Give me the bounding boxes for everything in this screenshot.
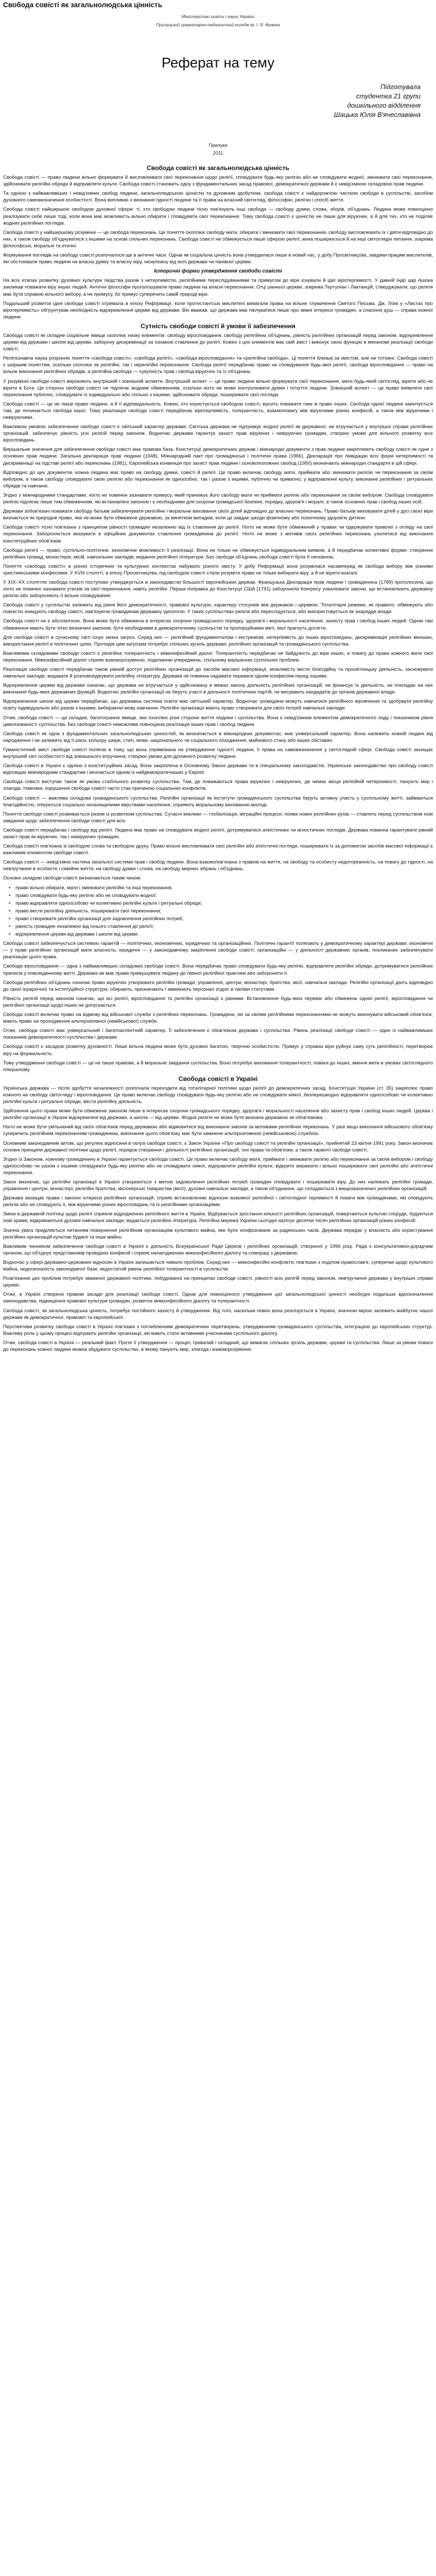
paragraph: Свобода совісті в Україні є однією з конституційних засад. Вона закріплена в Основному Законі держави та в спеціальному законодавстві. Українське законодавство про свободу совісті відповідає міжнародним стандартам і визнається одним із найдемократичніших у Європі. bbox=[3, 763, 433, 776]
author-line: Шацька Юлія В'ячеславівна bbox=[334, 111, 421, 118]
paragraph: Свобода совісті — право людини вільно формувати й висловлювати свої переконання щодо релігії, сповідувати будь-яку релігію або не сповідувати жодної, змінювати свої переконання, здійснювати релігійні обряди й відправляти культи. Свобода совісті становить одну з фундаментальних засад правової, демократичної держави й є невід'ємною складовою прав людини. bbox=[3, 175, 433, 188]
bullet-item: • право створювати релігійні організації для задоволення релігійних потреб; bbox=[15, 916, 433, 922]
paragraph: Свобода совісті, як загальнолюдська цінність, потребує постійного захисту й утвердження. Від того, наскільки повно вона реалізується в Україні, значною мірою залежить майбутнє нашої держави як демократичної, правової та європейської. bbox=[3, 1308, 433, 1320]
paragraph: Рівність релігій перед законом означає, що всі релігії, віросповідання та релігійні організації є рівними. Встановлення будь-яких переваг або обмежень однієї релігії, віросповідання чи релігійної організації щодо інших не допускається. bbox=[3, 995, 433, 1008]
paragraph: Подальший розвиток ідея свободи совісті отримала в епоху Реформації, коли протестантські мислителі вимагали права на вільне тлумачення Святого Письма. Дж. Локк у «Листах про віротерпимість» обґрунтував необхідність відокремлення церкви від держави. Він вважав, що держава має піклуватися лише про земні інтереси громадян, а спасіння душ — справа кожної людини. bbox=[3, 300, 433, 320]
essay-title: Реферат на тему bbox=[161, 55, 275, 71]
paragraph: Перспективи розвитку свободи совісті в Україні пов'язані з поглибленням демократичних перетворень, утвердженням громадянського суспільства, інтеграцією до європейських структур. Важливу роль у цьому процесі відіграють релігійні організації, які мають стати активними учасниками суспільного діалогу. bbox=[3, 1324, 433, 1336]
paragraph: Важливим чинником забезпечення свободи совісті в Україні є діяльність Всеукраїнської Ради Церков і релігійних організацій, створеної у 1996 році. Рада є консультативно-дорадчим органом, що об'єднує представників провідних конфесій і сприяє налагодженню міжконфесійного діалогу та співпраці з державою. bbox=[3, 1243, 433, 1256]
paragraph: Свобода совісті не є абсолютною. Вона може бути обмежена в інтересах охорони громадського порядку, здоров'я і моральності населення, захисту прав і свобод інших людей. Однак такі обмеження мають бути чітко визначені законом, бути необхідними в демократичному суспільстві та пропорційними меті, якої прагнуть досягти. bbox=[3, 618, 433, 631]
author-line: студентка 21 групи bbox=[356, 92, 421, 100]
paragraph: Свобода совісті у суспільстві залежить від рівня його демократичності, правової культури, характеру стосунків між державою і церквою. Тоталітарні режими, як правило, обмежують або повністю знищують свободу совісті, нав'язуючи громадянам державну ідеологію. У таких суспільствах релігія або переслідується, або використовується як знаряддя влади. bbox=[3, 602, 433, 615]
bullet-item: • право сповідувати будь-яку релігію або не сповідувати жодної; bbox=[15, 892, 433, 899]
bullet-list bbox=[3, 885, 433, 938]
bullet-item: • право вести релігійну діяльність, поширювати свої переконання; bbox=[15, 908, 433, 914]
paragraph: Згідно з міжнародними стандартами, ніхто не повинен зазнавати примусу, який принижує його свободу мати чи приймати релігію або переконання за своїм вибором. Свобода сповідувати релігію підлягає лише тим обмеженням, які встановлені законом і є необхідними для охорони громадської безпеки, порядку, здоров'я і моралі, а також основних прав і свобод інших осіб. bbox=[3, 492, 433, 505]
section-heading: Сутність свободи совісті й умови її забезпечення bbox=[141, 322, 295, 330]
paragraph: Свобода совісті — це не лише право людини, а й її відповідальність. Кожен, хто користується свободою совісті, мусить поважати таке ж право інших. Свобода однієї людини закінчується там, де починається свобода іншої. Тому реалізація свободи совісті передбачає віротерпимість, толерантність, взаємоповагу між віруючими різних конфесій, а також між віруючими і невіруючими. bbox=[3, 401, 433, 420]
paragraph: Тому утвердження свободи совісті — це не лише правове, а й моральне завдання суспільства. Воно потребує виховання толерантності, поваги до інших, вміння жити в умовах світоглядного плюралізму. bbox=[3, 1060, 433, 1073]
paragraph: У XIX–XX століттях свобода совісті поступово утверджується в законодавстві більшості європейських держав. Французька Декларація прав людини і громадянина (1789) проголосила, що ніхто не повинен зазнавати утисків за свої переконання, навіть релігійні. Перша поправка до Конституції США (1791) заборонила Конгресу ухвалювати закони, що встановлюють державну релігію або забороняють її вільне сповідування. bbox=[3, 579, 433, 599]
paragraph: На всіх етапах розвитку духовної культури людства разом з нетерпимістю, релігійними переслідуваннями та примусом до віри існували й ідеї віротерпимості. У давній Індії цар Ашока закликав поважати віру інших людей. Античні філософи проголошували право людини на власні переконання. Отці ранньої церкви, зокрема Тертуліан і Лактанцій, стверджували, що релігія має бути справою вільного вибору, а не примусу, бо примус суперечить самій природі віри. bbox=[3, 278, 433, 297]
paragraph: Свобода совісті — невід'ємна частина загальної системи прав і свобод людини. Вона взаємопов'язана з правом на життя, на свободу та особисту недоторканність, на повагу до гідності, на невтручання в особисте і сімейне життя, на свободу думки і слова, на свободу мирних зібрань і об'єднань. bbox=[3, 859, 433, 872]
paragraph: Свобода релігійних об'єднань означає право віруючих утворювати релігійні громади, управління, центри, монастирі, братства, місії, навчальні заклади. Релігійні організації діють відповідно до своєї ієрархічної та інституційної структури, обирають, призначають і замінюють персонал згідно зі своїми статутами. bbox=[3, 979, 433, 992]
paragraph: Отже, в Україні створено правові засади для реалізації свободи совісті. Однак для повноцінного утвердження цієї загальнолюдської цінності необхідні подальше вдосконалення законодавства, підвищення правової культури громадян, розвиток міжконфесійного діалогу та толерантності. bbox=[3, 1292, 433, 1304]
paragraph: Формування поглядів на свободу совісті розпочалося ще в античні часи. Однак як соціальна цінність вона утвердилася лише в новий час, у добу Просвітництва, завдяки працям мислителів, які обстоювали право людини на власну думку та власну віру, незалежну від волі держави чи панівної церкви. bbox=[3, 252, 433, 265]
paragraph: Українська держава — після здобуття незалежності розпочала переходити від тоталітарної політики щодо релігії до демократичних засад. Конституція України (ст. 35) закріплює право кожного на свободу світогляду і віросповідання. Це право включає свободу сповідувати будь-яку релігію або не сповідувати ніякої, безперешкодно відправляти одноособово чи колективно релігійні культи і ритуальні обряди, вести релігійну діяльність. bbox=[3, 1085, 433, 1105]
author-line: Підготувала bbox=[380, 83, 421, 91]
paragraph: Свобода совісті включає право на відмову від військової служби з релігійних переконань. Громадяни, які за своїми релігійними переконаннями не можуть виконувати військовий обов'язок, мають право на проходження альтернативної (невійськової) служби. bbox=[3, 1012, 433, 1025]
paragraph: Свобода совісті пов'язана зі свободою слова та свободою друку. Право вільно висловлювати свої релігійні або атеїстичні погляди, поширювати їх за допомогою засобів масової інформації є важливим елементом свободи совісті. bbox=[3, 843, 433, 856]
paragraph: Значна увага приділяється питанням повернення релігійним організаціям культового майна, яке було конфісковане за радянських часів. Держава передає у власність або користування релігійних організацій культові будівлі та інше майно. bbox=[3, 1227, 433, 1240]
paragraph: Реалізація свободи совісті передбачає також рівний доступ релігійних організацій до засобів масової інформації, можливість вести благодійну та просвітницьку діяльність, засновувати навчальні заклади, видавати й розповсюджувати релігійну літературу. Держава не повинна надавати переваги одним конфесіям перед іншими. bbox=[3, 667, 433, 680]
subsection-heading: Історичні форми утвердження свободи совісті bbox=[154, 268, 282, 275]
paragraph: Вирішальне значення для забезпечення свободи совісті має правова база. Конституції демократичних держав і міжнародні документи з прав людини закріплюють свободу совісті як одне з основних прав людини. Загальна декларація прав людини (1948), Міжнародний пакт про громадянські і політичні права (1966), Декларація про ліквідацію всіх форм нетерпимості та дискримінації на підставі релігії або переконань (1981), Європейська конвенція про захист прав людини і основоположних свобод (1950) визначають міжнародні стандарти в цій сфері. bbox=[3, 447, 433, 466]
paragraph: Свобода совісті як одна з фундаментальних загальнолюдських цінностей, як визначається в міжнародних документах, має універсальний характер. Вона належить кожній людині від народження і не залежить від її раси, кольору шкіри, статі, мови, національного чи соціального походження, майнового стану або інших обставин. bbox=[3, 731, 433, 743]
section-heading: Свобода совісті в Україні bbox=[178, 1075, 258, 1082]
bullet-item: • право вільно обирати, мати і змінювати релігійні та інші переконання; bbox=[15, 885, 433, 891]
paragraph: Здійснення цього права може бути обмежене законом лише в інтересах охорони громадського порядку, здоров'я і моральності населення або захисту прав і свобод інших людей. Церква і релігійні організації в Україні відокремлені від держави, а школа — від церкви. Жодна релігія не може бути визнана державою як обов'язкова. bbox=[3, 1108, 433, 1121]
paragraph: Отже, свобода совісті в Україні — реальний факт. Проте її утвердження — процес тривалий і складний, що вимагає спільних зусиль держави, церкви та суспільства. Лише за умови поваги до переконань кожної людини можна збудувати суспільство, в якому панують мир, злагода і взаєморозуміння. bbox=[3, 1340, 433, 1352]
paragraph: Свобода совісті виступає також як умова стабільного розвитку суспільства. Там, де поважаються права віруючих і невіруючих, де немає місця релігійній нетерпимості, панують мир і злагода. Навпаки, порушення свободи совісті часто стає причиною соціальних конфліктів. bbox=[3, 779, 433, 792]
author-block bbox=[334, 82, 421, 120]
bullet-item: • рівність громадян незалежно від їхнього ставлення до релігії; bbox=[15, 923, 433, 930]
document-title: Свобода совісті як загальнолюдська цінність bbox=[3, 1, 163, 9]
paragraph: Важливою умовою забезпечення свободи совісті є світський характер держави. Світська держава не підтримує жодної релігії як державної, не втручається у внутрішні справи релігійних організацій, забезпечує рівність усіх релігій перед законом. Водночас держава гарантує захист прав віруючих і невіруючих громадян, створює умови для вільного розвитку всіх віросповідань. bbox=[3, 424, 433, 444]
college-header: Прилуцький гуманітарно-педагогічний коледж ім. І. Я. Франка bbox=[156, 23, 280, 27]
paragraph: Свобода совісті у найширшому розумінні — це свобода переконань. Це поняття охоплює свободу мати, обирати і змінювати свої переконання, свободу висловлювати їх і діяти відповідно до них, а також свободу об'єднуватися з іншими на основі спільних переконань. Свобода совісті не обмежується лише сферою релігії, вона поширюється й на інші світоглядні питання, зокрема філософські, моральні та етичні. bbox=[3, 229, 433, 249]
paragraph: Відокремлення школи від церкви передбачає, що державна система освіти має світський характер. Водночас громадяни можуть навчатися релігійного віровчення та здобувати релігійну освіту індивідуально або разом з іншими, вибираючи мову навчання. Релігійні організації мають право створювати для своїх потреб навчальні заклади. bbox=[3, 699, 433, 711]
paragraph: Для свободи совісті в сучасному світі існує низка загроз. Серед них — релігійний фундаменталізм і екстремізм, нетерпимість до інших віросповідань, дискримінація релігійних меншин, використання релігії в політичних цілях. Протидія цим загрозам потребує спільних зусиль держави, релігійних організацій та громадянського суспільства. bbox=[3, 634, 433, 647]
paragraph: Відповідно до цих документів, кожна людина має право на свободу думки, совісті й релігії. Це право включає свободу мати, приймати або змінювати релігію чи переконання за своїм вибором, а також свободу сповідувати свою релігію або переконання як одноосібно, так і разом з іншими, публічно чи приватно, у відправленні культу, виконанні релігійних і ритуальних обрядів та навчанні. bbox=[3, 469, 433, 489]
paragraph: Релігієзнавча наука розрізняє поняття «свобода совісті», «свобода релігії», «свобода віросповідання» та «релігійна свобода». Ці поняття близькі за змістом, але не тотожні. Свобода совісті є ширшим поняттям, оскільки охоплює як релігійні, так і нерелігійні переконання. Свобода релігії передбачає право на сповідування будь-якої релігії, свобода віросповідання — право на вільне виконання релігійних обрядів, а релігійна свобода — сукупність прав і свобод віруючих та їх об'єднань. bbox=[3, 355, 433, 375]
paragraph: Свобода совісті є засадою розвитку духовності. Лише вільна людина може бути духовно багатою, творчою особистістю. Примус у справах віри руйнує саму суть релігійності, перетворює віру на формальність. bbox=[3, 1044, 433, 1057]
author-line: дошкільного відділення bbox=[347, 101, 421, 109]
paragraph: Відокремлення церкви від держави означає, що держава не втручається у здійснювану в межах закону діяльність релігійних організацій, не фінансує їх діяльність, не покладає на них виконання будь-яких державних функцій. Водночас релігійні організації не беруть участі в діяльності політичних партій, не висувають кандидатів до органів державної влади. bbox=[3, 683, 433, 696]
paragraph: Свобода совісті найширшою свободою духовної сфери: ті, хто свободою людини тісно пов'язують інші свободи — свободу думки, слова, зборів, об'єднань. Людина може повноцінно реалізувати себе лише тоді, коли вона має можливість вільно обирати і сповідувати свої переконання. Тому свобода совісті є цінністю не лише для віруючих, а й для тих, хто не поділяє жодних релігійних поглядів. bbox=[3, 207, 433, 226]
bullet-item: • відокремлення церкви від держави і школи від церкви. bbox=[15, 931, 433, 938]
paragraph: Свобода релігії — право, суспільно-політичне, економічне можливості її реалізації. Вона не тільки не обмежується індивідуальним виявом, а й передбачає колективні форми: створення релігійних громад, монастирів, місій, навчальних закладів, видання релігійної літератури. Без свободи об'єднань свобода совісті була б неповною. bbox=[3, 547, 433, 560]
paragraph: Отже, свобода совісті має універсальний і багатоаспектний характер. Її забезпечення є обов'язком держави і суспільства. Рівень реалізації свободи совісті — один із найважливіших показників демократичності суспільства і держави. bbox=[3, 1028, 433, 1041]
bullet-item: • право відправляти одноособово чи колективно релігійні культи і ритуальні обряди; bbox=[15, 900, 433, 907]
paragraph: Розв'язання цих проблем потребує зваженої державної політики, побудованої на принципах свободи совісті, рівності всіх релігій перед законом, невтручання держави у внутрішні справи церкви. bbox=[3, 1276, 433, 1289]
paragraph: Ніхто не може бути увільнений від своїх обов'язків перед державою або відмовитися від виконання законів за мотивами релігійних переконань. У разі якщо виконання військового обов'язку суперечить релігійним переконанням громадянина, виконання цього обов'язку має бути замінене альтернативною (невійськовою) службою. bbox=[3, 1124, 433, 1137]
paragraph: Держави зобов'язані поважати свободу батьків забезпечувати релігійне і моральне виховання своїх дітей відповідно до власних переконань. Право батьків виховувати дітей у дусі своєї віри визнається як природне право, яке не може бути обмежене державою, за винятком випадків, коли це завдає шкоди фізичному або психічному здоров'ю дитини. bbox=[3, 509, 433, 521]
paragraph: Водночас у сфері державно-церковних відносин в Україні залишається чимало проблем. Серед них — міжконфесійні конфлікти, пов'язані з поділом православ'я, суперечки щодо культового майна, недосконалість законодавчої бази, недостатній рівень релігійної толерантності в суспільстві. bbox=[3, 1259, 433, 1273]
paragraph: Отже, свобода совісті — це складне, багатогранне явище, яке охоплює різні сторони життя людини і суспільства. Вона є невід'ємним елементом демократичного ладу і показником рівня цивілізованості суспільства. Без свободи совісті неможлива повноцінна реалізація інших прав і свобод людини. bbox=[3, 715, 433, 727]
paragraph: Гуманістичний зміст свободи совісті полягає в тому, що вона спрямована на утвердження гідності людини, її права на самовизначення у світоглядній сфері. Свобода совісті захищає внутрішній світ особистості від зовнішнього втручання, створює умови для духовного розвитку людини. bbox=[3, 747, 433, 760]
paragraph: Держава захищає права і законні інтереси релігійних організацій, сприяє встановленню відносин взаємної релігійної і світоглядної терпимості й поваги між громадянами, які сповідують релігію або не сповідують її, між віруючими різних віросповідань та їх релігійними організаціями. bbox=[3, 1195, 433, 1208]
paragraph: Поняття «свобода совісті» в різних історичних та культурних контекстах набувало різного змісту. У добу Реформації вона розумілася насамперед як свобода вибору між різними християнськими конфесіями. У XVIII столітті, в епоху Просвітництва, під свободою совісті стали розуміти право не тільки вибирати віру, а й не вірити взагалі. bbox=[3, 563, 433, 576]
paragraph: Основним законодавчим актом, що регулює відносини в галузі свободи совісті, є Закон України «Про свободу совісті та релігійні організації», прийнятий 23 квітня 1991 року. Закон визначає основні принципи державної політики щодо релігії, порядок створення і діяльності релігійних організацій, їхні права та обов'язки, а також гарантії свободи совісті. bbox=[3, 1140, 433, 1153]
paragraph: Свобода совісті як складне соціальне явище охоплює низку елементів: свободу віросповідання, свободу релігійних об'єднань, рівність релігійних організацій перед законом, відокремлення церкви від держави і школи від церкви, заборону дискримінації за ознакою ставлення до релігії. Кожен з цих елементів має свій зміст і виконує свою функцію в механізмі реалізації свободи совісті. bbox=[3, 332, 433, 352]
year-label: 2011 bbox=[213, 150, 223, 156]
document-body bbox=[3, 162, 433, 1355]
paragraph: Свобода совісті забезпечується системою гарантій — політичних, економічних, юридичних та організаційних. Політичні гарантії полягають у демократичному характері держави; економічні — у праві релігійних організацій мати власність; юридичні — у законодавчому закріпленні свободи совісті; організаційні — у діяльності державних органів, покликаних забезпечувати реалізацію цього права. bbox=[3, 941, 433, 960]
paragraph: Свобода віросповідання — одна з найважливіших складових свободи совісті. Вона передбачає право сповідувати будь-яку релігію, відправляти релігійні обряди, дотримуватися релігійних приписів у повсякденному житті. Держава не має права примушувати людину до певної релігійної практики або забороняти її. bbox=[3, 963, 433, 976]
paragraph: Важливими складовими свободи совісті є релігійна толерантність і міжконфесійний діалог. Толерантність передбачає не байдужість до віри інших, а повагу до права кожного мати свої переконання. Міжконфесійний діалог сприяє взаєморозумінню, подоланню упереджень, спільному вирішенню суспільних проблем. bbox=[3, 650, 433, 663]
paragraph: Та однією з найважливіших і невід'ємних свобод людини, загальнолюдською цінністю та духовним здобутком, свобода совісті є найдорожчою часткою свободи в суспільстві, засобом духовного самовизначення особистості. Вона випливає з визнання гідності людини та її права на власний світогляд, філософію, релігію і спосіб життя. bbox=[3, 191, 433, 204]
paragraph: Свобода совісті тісно пов'язана з принципом рівності громадян незалежно від їх ставлення до релігії. Ніхто не може бути обмежений у правах чи одержувати привілеї з огляду на свої переконання. Забороняється вказувати в офіційних документах ставлення громадянина до релігії. Ніхто не може з мотивів своїх релігійних переконань ухилятися від виконання конституційних обов'язків. bbox=[3, 524, 433, 544]
section-heading: Свобода совісті як загальнолюдська цінність bbox=[146, 164, 290, 172]
place-label: Прилуки bbox=[208, 143, 228, 148]
paragraph: Свобода совісті передбачає і свободу від релігії. Людина має право не сповідувати жодної релігії, дотримуватися атеїстичних чи агностичних поглядів. Держава повинна гарантувати рівний захист прав як віруючих, так і невіруючих громадян. bbox=[3, 827, 433, 840]
paragraph: Згідно із Законом, кожному громадянину в Україні гарантується свобода совісті. Це право включає свободу мати, приймати і змінювати релігію або переконання за своїм вибором і свободу одноособово чи разом з іншими сповідувати будь-яку релігію або не сповідувати ніякої, відправляти релігійні культи, відкрито виражати і вільно поширювати свої релігійні або атеїстичні переконання. bbox=[3, 1156, 433, 1176]
paragraph: Свобода совісті — важлива складова громадянського суспільства. Релігійні організації як інститути громадянського суспільства беруть активну участь у суспільному житті, займаються благодійністю, опікуються соціально незахищеними верствами населення, сприяють моральному вихованню молоді. bbox=[3, 795, 433, 808]
paragraph: Закон визначає, що релігійні організації в Україні утворюються з метою задоволення релігійних потреб громадян сповідувати і поширювати віру. До них належать релігійні громади, управління і центри, монастирі, релігійні братства, місіонерські товариства (місії), духовні навчальні заклади, а також об'єднання, що складаються з вищезазначених релігійних організацій. bbox=[3, 1179, 433, 1192]
paragraph: Зміни в державній політиці щодо релігії сприяли відродженню релігійного життя в Україні. Відбувається зростання кількості релігійних організацій, повертаються культові споруди, будуються нові храми, відкриваються духовні навчальні заклади, видається релігійна література. Релігійна мережа України сьогодні налічує десятки тисяч релігійних організацій різних конфесій. bbox=[3, 1211, 433, 1224]
paragraph: Поняття свободи совісті розвивається разом із розвитком суспільства. Сучасні виклики — глобалізація, міграційні процеси, поява нових релігійних рухів — ставлять перед суспільством нові завдання щодо забезпечення свободи совісті для всіх. bbox=[3, 811, 433, 824]
ministry-header: Міністерство освіти і науки України bbox=[181, 14, 255, 19]
paragraph: У розумінні свободи совісті вирізняють внутрішній і зовнішній аспекти. Внутрішній аспект — це право людини вільно формувати свої переконання, мати будь-який світогляд, вірити або не вірити в Бога. Ця сторона свободи совісті не підлягає жодним обмеженням, оскільки ніхто не може контролювати думки і почуття людини. Зовнішній аспект — це право виявляти свої переконання публічно, сповідувати їх індивідуально або спільно з іншими, здійснювати обряди, поширювати свої погляди. bbox=[3, 378, 433, 398]
paragraph: Основні складові свободи совісті визначаються таким чином: bbox=[3, 875, 142, 882]
